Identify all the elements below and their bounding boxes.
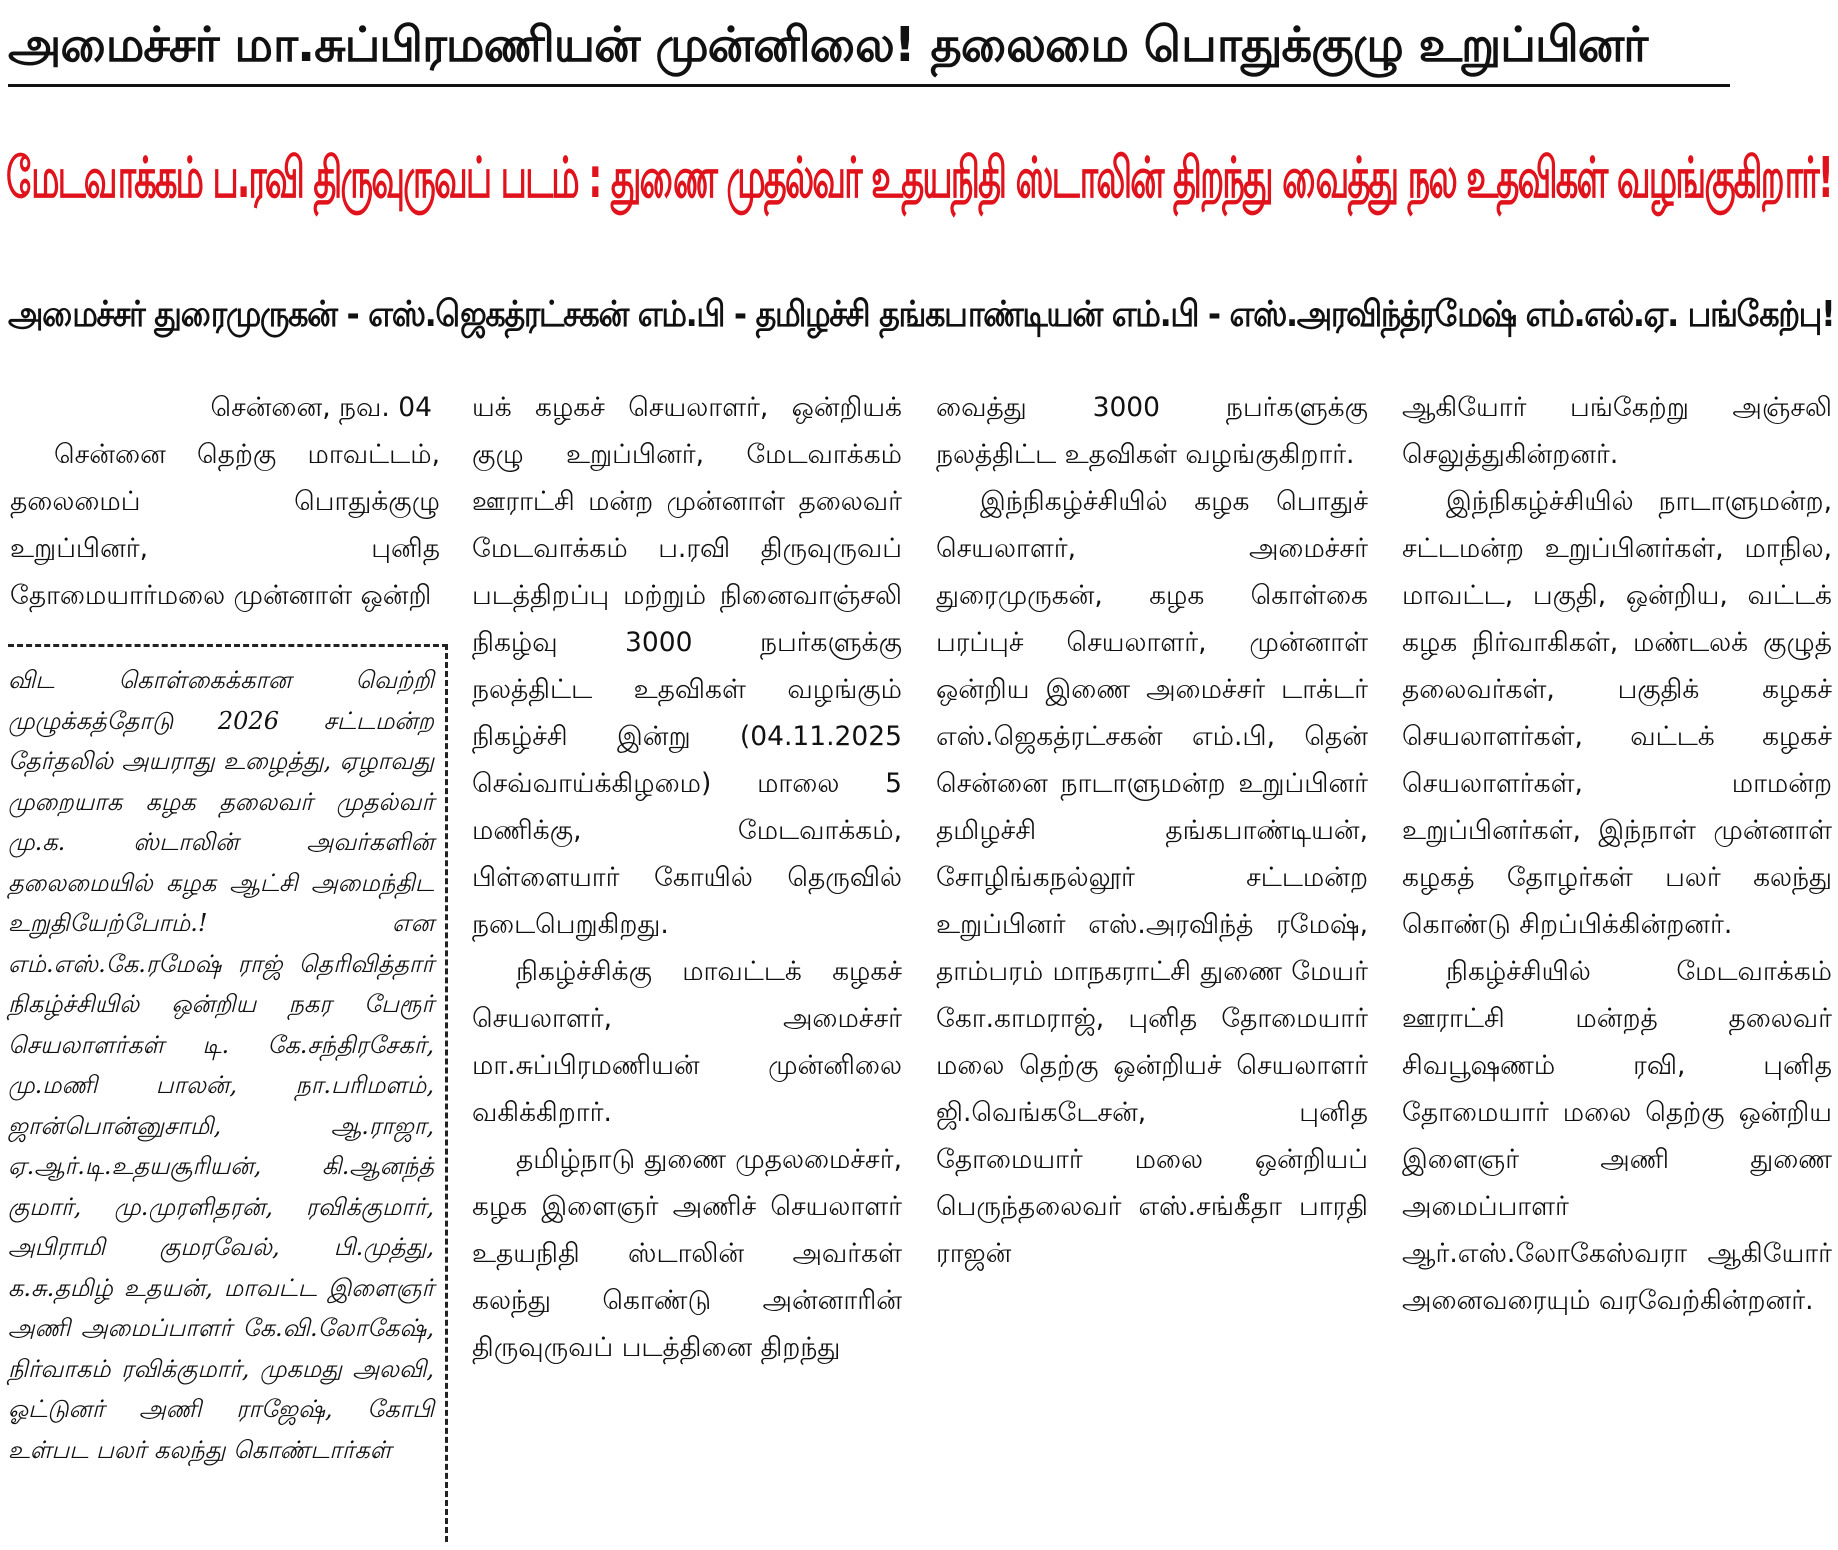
sidebar-box-text: விட கொள்கைக்கான வெற்றி முழுக்கத்தோடு 2026 சட்டமன்ற தேர்தலில் அயராது உழைத்து, ஏழாவது முறையாக கழக தலைவர் முதல்வர் மு.க. ஸ்டாலின் அவர்களின் தலைமையில் கழக ஆட்சி அமைந்திட உறுதியேற்போம்.! என எம்.எஸ்.கே.ரமேஷ் ராஜ் தெரிவித்தார் நிகழ்ச்சியில் ஒன்றிய நகர பேரூர் செயலாளர்கள் டி. கே.சந்திரசேகர், மு.மணி பாலன், நா.பரிமளம், ஜான்பொன்னுசாமி, ஆ.ராஜா, ஏ.ஆர்.டி.உதயசூரியன், கி.ஆனந்த் குமார், மு.முரளிதரன், ரவிக்குமார், அபிராமி குமரவேல், பி.முத்து, க.சு.தமிழ் உதயன், மாவட்ட இளைஞர் அணி அமைப்பாளர் கே.வி.லோகேஷ், நிர்வாகம் ரவிக்குமார், முகமது அலவி, ஓட்டுனர் அணி ராஜேஷ், கோபி உள்பட பலர் கலந்து கொண்டார்கள் — [8, 666, 434, 1464]
article-column-1 — [10, 384, 440, 624]
article-column-3 — [936, 384, 1368, 1534]
article-paragraph: நிகழ்ச்சிக்கு மாவட்டக் கழகச் செயலாளர், அமைச்சர் மா.சுப்பிரமணியன் முன்னிலை வகிக்கிறார். — [472, 956, 902, 1128]
kicker-underline — [8, 84, 1730, 87]
article-paragraph: சென்னை தெற்கு மாவட்டம், தலைமைப் பொதுக்குழு உறுப்பினர், புனித தோமையார்மலை முன்னாள் ஒன்றி — [10, 439, 440, 611]
article-column-4 — [1402, 384, 1832, 1534]
article-paragraph: வைத்து 3000 நபர்களுக்கு நலத்திட்ட உதவிகள் வழங்குகிறார். — [936, 392, 1368, 470]
article-paragraph: இந்நிகழ்ச்சியில் கழக பொதுச் செயலாளர், அமைச்சர் துரைமுருகன், கழக கொள்கை பரப்புச் செயலாளர், முன்னாள் ஒன்றிய இணை அமைச்சர் டாக்டர் எஸ்.ஜெகத்ரட்சகன் எம்.பி, தென் சென்னை நாடாளுமன்ற உறுப்பினர் தமிழச்சி தங்கபாண்டியன், சோழிங்கநல்லூர் சட்டமன்ற உறுப்பினர் எஸ்.அரவிந்த் ரமேஷ், தாம்பரம் மாநகராட்சி துணை மேயர் கோ.காமராஜ், புனித தோமையார் மலை தெற்கு ஒன்றியச் செயலாளர் ஜி.வெங்கடேசன், புனித தோமையார் மலை ஒன்றியப் பெருந்தலைவர் எஸ்.சங்கீதா பாரதி ராஜன் — [936, 486, 1368, 1269]
article-paragraph: ஆகியோர் பங்கேற்று அஞ்சலி செலுத்துகின்றனர். — [1402, 392, 1832, 470]
article-paragraph: யக் கழகச் செயலாளர், ஒன்றியக் குழு உறுப்பினர், மேடவாக்கம் ஊராட்சி மன்ற முன்னாள் தலைவர் மேடவாக்கம் ப.ரவி திருவுருவப் படத்திறப்பு மற்றும் நினைவாஞ்சலி நிகழ்வு 3000 நபர்களுக்கு நலத்திட்ட உதவிகள் வழங்கும் நிகழ்ச்சி இன்று (04.11.2025 செவ்வாய்க்கிழமை) மாலை 5 மணிக்கு, மேடவாக்கம், பிள்ளையார் கோயில் தெருவில் நடைபெறுகிறது. — [472, 392, 902, 940]
article-paragraph: இந்நிகழ்ச்சியில் நாடாளுமன்ற, சட்டமன்ற உறுப்பினர்கள், மாநில, மாவட்ட, பகுதி, ஒன்றிய, வட்டக் கழக நிர்வாகிகள், மண்டலக் குழுத் தலைவர்கள், பகுதிக் கழகச் செயலாளர்கள், வட்டக் கழகச் செயலாளர்கள், மாமன்ற உறுப்பினர்கள், இந்நாள் முன்னாள் கழகத் தோழர்கள் பலர் கலந்து கொண்டு சிறப்பிக்கின்றனர். — [1402, 486, 1832, 940]
article-paragraph: நிகழ்ச்சியில் மேடவாக்கம் ஊராட்சி மன்றத் தலைவர் சிவபூஷணம் ரவி, புனித தோமையார் மலை தெற்கு ஒன்றிய இளைஞர் அணி துணை அமைப்பாளர் ஆர்.எஸ்.லோகேஸ்வரா ஆகியோர் அனைவரையும் வரவேற்கின்றனர். — [1402, 956, 1832, 1316]
article-paragraph: தமிழ்நாடு துணை முதலமைச்சர், கழக இளைஞர் அணிச் செயலாளர் உதயநிதி ஸ்டாலின் அவர்கள் கலந்து கொண்டு அன்னாரின் திருவுருவப் படத்தினை திறந்து — [472, 1144, 902, 1363]
article-column-2 — [472, 384, 902, 1534]
sub-headline: அமைச்சர் துரைமுருகன் - எஸ்.ஜெகத்ரட்சகன் எம்.பி - தமிழச்சி தங்கபாண்டியன் எம்.பி - எஸ்.அரவிந்த்ரமேஷ் எம்.எல்.ஏ. பங்கேற்பு! — [8, 294, 1834, 335]
main-headline: மேடவாக்கம் ப.ரவி திருவுருவப் படம் : துணை முதல்வர் உதயநிதி ஸ்டாலின் திறந்து வைத்து நல உதவிகள் வழங்குகிறார்! — [6, 146, 1832, 211]
kicker-headline: அமைச்சர் மா.சுப்பிரமணியன் முன்னிலை! தலைமை பொதுக்குழு உறுப்பினர் — [8, 17, 1648, 73]
dateline: சென்னை, நவ. 04 — [210, 392, 432, 423]
